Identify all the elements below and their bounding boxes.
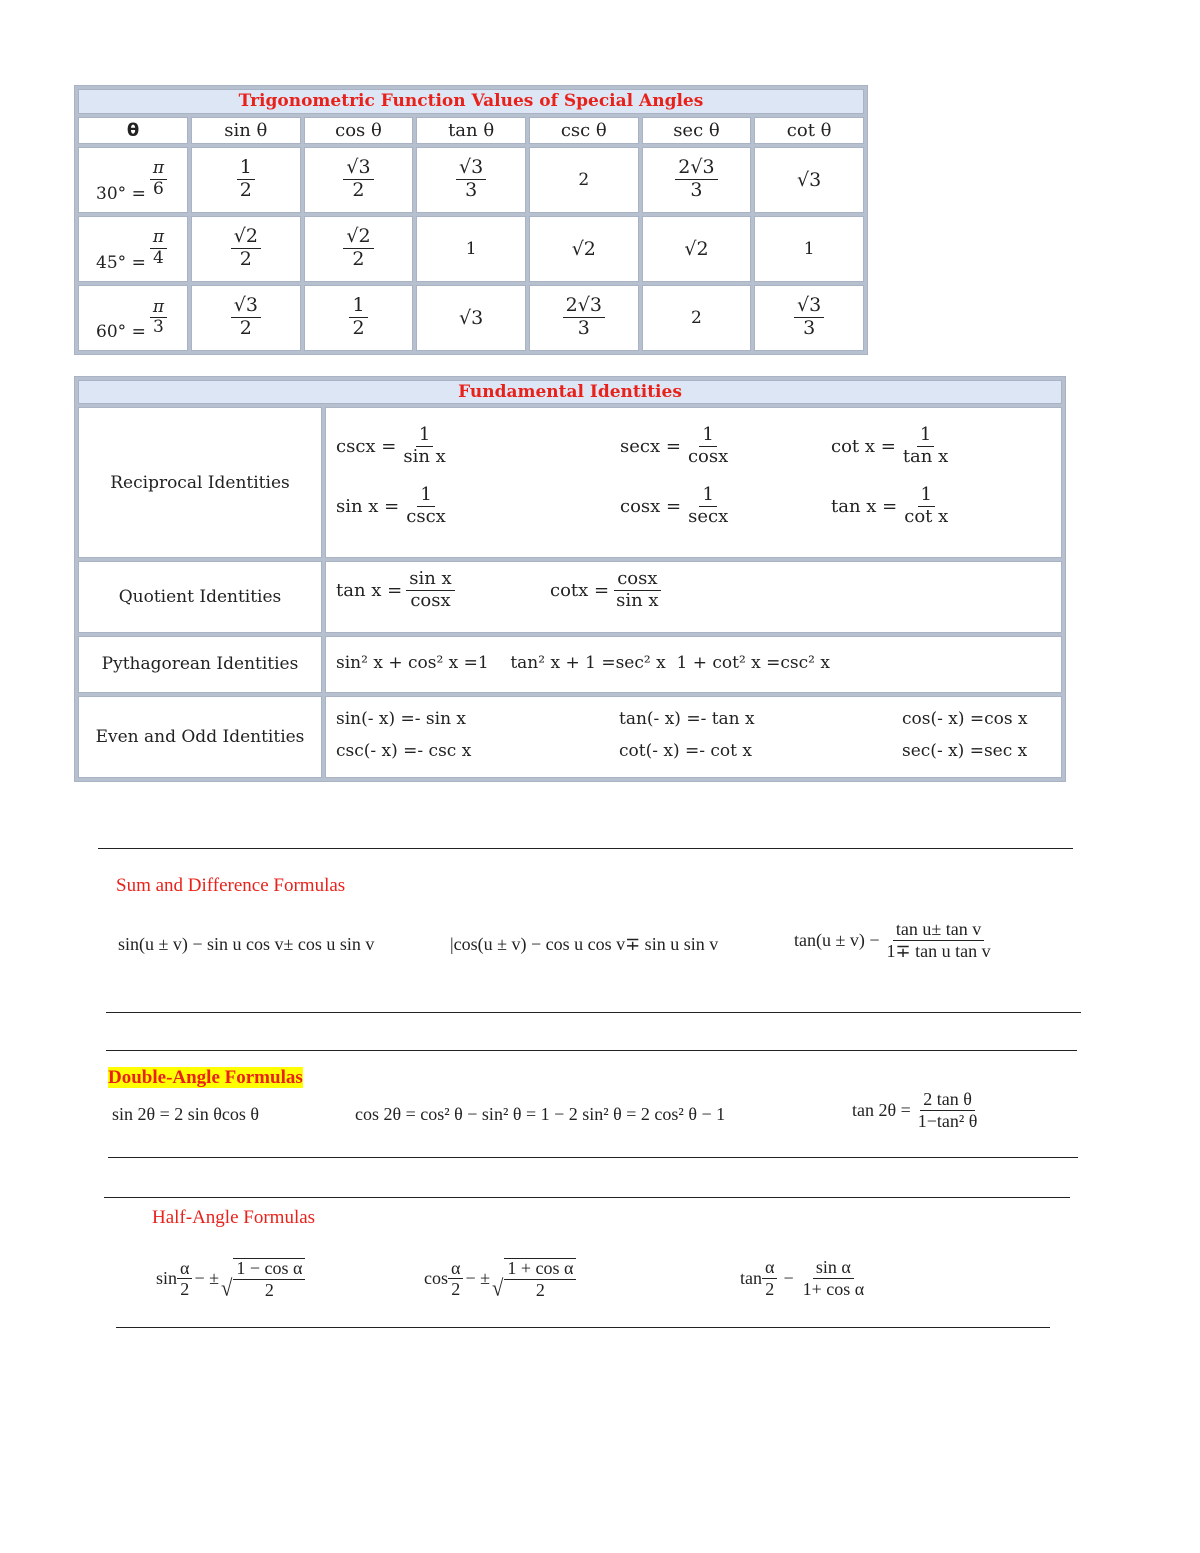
evenodd-eq: tan(- x) =- tan x bbox=[619, 708, 755, 729]
half-angle-sin: sin $\frac{\alpha}{2}$ − ± √ $\frac{\text{1 − cos α}}{2}$ bbox=[156, 1258, 306, 1300]
header-sec: sec θ bbox=[642, 117, 752, 144]
csc-value: $\frac{2√3}{3}$ bbox=[529, 285, 639, 351]
sec-value: √2 bbox=[642, 216, 752, 282]
double-angle-tan: tan 2θ = $\frac{\text{2 tan θ}}{\text{1−tan² θ}}$ bbox=[852, 1089, 978, 1131]
cot-value: $\frac{√3}{3}$ bbox=[754, 285, 864, 351]
quotient-cell bbox=[325, 561, 1062, 633]
reciprocal-eq: cot x = $\frac{1}{\text{tan x}}$ bbox=[831, 424, 949, 468]
tan-value: 1 bbox=[416, 216, 526, 282]
fundamental-identities-table bbox=[74, 376, 1066, 782]
sum-diff-title: Sum and Difference Formulas bbox=[116, 875, 346, 896]
header-tan: tan θ bbox=[416, 117, 526, 144]
tan-value: √3 bbox=[416, 285, 526, 351]
divider bbox=[104, 1197, 1070, 1198]
double-angle-cos: cos 2θ = cos² θ − sin² θ = 1 − 2 sin² θ = 2 cos² θ − 1 bbox=[355, 1104, 726, 1124]
sin-value: $\frac{1}{2}$ bbox=[191, 147, 301, 213]
sqrt-icon: √ bbox=[220, 1276, 233, 1302]
angle-rad-den: 6 bbox=[152, 179, 164, 200]
special-angles-table bbox=[74, 85, 868, 355]
header-sin: sin θ bbox=[191, 117, 301, 144]
reciprocal-eq: cscx = $\frac{1}{\text{sin x}}$ bbox=[336, 424, 446, 468]
cot-value: 1 bbox=[754, 216, 864, 282]
reciprocal-eq: sin x = $\frac{1}{\csc x}$ bbox=[336, 484, 446, 528]
sin-value: $\frac{√3}{2}$ bbox=[191, 285, 301, 351]
reciprocal-eq: tan x = $\frac{1}{\text{cot x}}$ bbox=[831, 484, 949, 528]
divider bbox=[98, 848, 1073, 849]
half-angle-title: Half-Angle Formulas bbox=[152, 1207, 316, 1228]
cos-value: $\frac{1}{2}$ bbox=[304, 285, 414, 351]
evenodd-eq: cos(- x) =cos x bbox=[902, 708, 1028, 729]
divider bbox=[108, 1157, 1078, 1158]
divider bbox=[116, 1327, 1050, 1328]
sum-diff-sin: sin(u ± v) − sin u cos v± cos u sin v bbox=[118, 934, 375, 954]
sec-value: 2 bbox=[642, 285, 752, 351]
evenodd-label: Even and Odd Identities bbox=[78, 696, 322, 778]
evenodd-cell bbox=[325, 696, 1062, 778]
sum-diff-tan: tan(u ± v) − $\frac{\text{tan u± tan v}}{\text{1∓ tan u tan v}}$ bbox=[794, 919, 991, 961]
header-theta: θ bbox=[78, 117, 188, 144]
quotient-eq: cotx = $\frac{\cos x}{\text{sin x}}$ bbox=[550, 567, 659, 611]
double-angle-title: Double-Angle Formulas bbox=[108, 1067, 303, 1088]
cos-value: $\frac{√2}{2}$ bbox=[304, 216, 414, 282]
angle-degrees: 45° = bbox=[96, 252, 146, 273]
special-angles-title: Trigonometric Function Values of Special Angles bbox=[78, 89, 864, 114]
angle-rad-den: 4 bbox=[152, 248, 164, 269]
angle-rad-num: π bbox=[150, 229, 167, 249]
table-row bbox=[78, 147, 864, 213]
half-angle-cos: cos $\frac{\alpha}{2}$ − ± √ $\frac{\text{1 + cos α}}{2}$ bbox=[424, 1258, 577, 1300]
evenodd-eq: cot(- x) =- cot x bbox=[619, 740, 752, 761]
divider bbox=[106, 1050, 1077, 1051]
sin-value: $\frac{√2}{2}$ bbox=[191, 216, 301, 282]
sum-diff-cos: |cos(u ± v) − cos u cos v∓ sin u sin v bbox=[450, 934, 719, 954]
reciprocal-eq: secx = $\frac{1}{\cos x}$ bbox=[620, 424, 729, 468]
angle-cell bbox=[78, 216, 188, 282]
pythagorean-eq: sin² x + cos² x =1 tan² x + 1 =sec² x 1 + cot² x =csc² x bbox=[336, 653, 830, 674]
angle-rad-num: π bbox=[150, 160, 167, 180]
table-row bbox=[78, 285, 864, 351]
evenodd-eq: sec(- x) =sec x bbox=[902, 740, 1028, 761]
pythagorean-cell bbox=[325, 636, 1062, 692]
pythagorean-label: Pythagorean Identities bbox=[78, 636, 322, 692]
table-row bbox=[78, 216, 864, 282]
header-csc: csc θ bbox=[529, 117, 639, 144]
angle-cell bbox=[78, 285, 188, 351]
tan-value: $\frac{√3}{3}$ bbox=[416, 147, 526, 213]
cos-value: $\frac{√3}{2}$ bbox=[304, 147, 414, 213]
angle-cell bbox=[78, 147, 188, 213]
double-angle-sin: sin 2θ = 2 sin θcos θ bbox=[112, 1104, 260, 1124]
sqrt-icon: √ bbox=[491, 1276, 504, 1302]
angle-rad-num: π bbox=[150, 299, 167, 319]
angle-degrees: 60° = bbox=[96, 321, 146, 342]
reciprocal-label: Reciprocal Identities bbox=[78, 407, 322, 558]
header-cot: cot θ bbox=[754, 117, 864, 144]
cot-value: √3 bbox=[754, 147, 864, 213]
half-angle-tan: tan $\frac{\alpha}{2}$ − $\frac{\text{sin α}}{\text{1+ cos α}}$ bbox=[740, 1257, 865, 1299]
divider bbox=[106, 1012, 1081, 1013]
evenodd-eq: sin(- x) =- sin x bbox=[336, 708, 467, 729]
angle-rad-den: 3 bbox=[152, 317, 164, 338]
reciprocal-cell bbox=[325, 407, 1062, 558]
quotient-eq: tan x = $\frac{\text{sin x}}{\cos x}$ bbox=[336, 570, 455, 611]
quotient-label: Quotient Identities bbox=[78, 561, 322, 633]
header-cos: cos θ bbox=[304, 117, 414, 144]
sec-value: $\frac{2√3}{3}$ bbox=[642, 147, 752, 213]
angle-degrees: 30° = bbox=[96, 183, 146, 204]
csc-value: 2 bbox=[529, 147, 639, 213]
evenodd-eq: csc(- x) =- csc x bbox=[336, 740, 472, 761]
csc-value: √2 bbox=[529, 216, 639, 282]
reciprocal-eq: cosx = $\frac{1}{\sec x}$ bbox=[620, 484, 729, 528]
fundamental-title: Fundamental Identities bbox=[78, 380, 1062, 404]
